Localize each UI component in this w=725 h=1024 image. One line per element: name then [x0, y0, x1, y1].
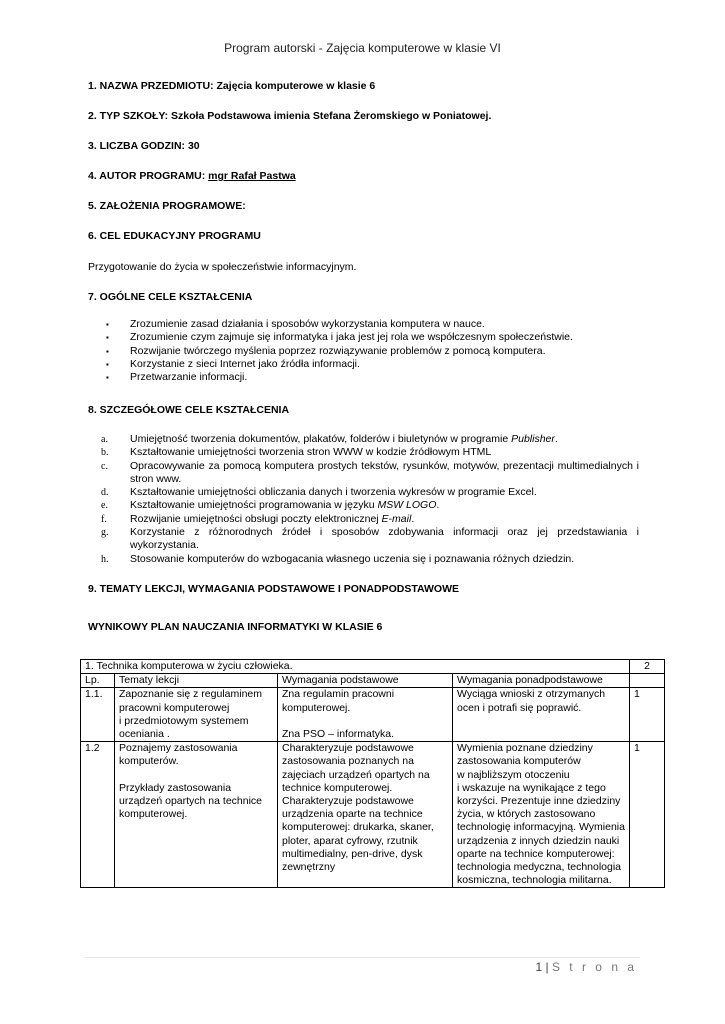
list-item: ▪ Przetwarzanie informacji.: [106, 371, 248, 384]
plan-title: WYNIKOWY PLAN NAUCZANIA INFORMATYKI W KLASIE 6: [88, 621, 383, 633]
list-item: d. Kształtowanie umiejętności obliczania danych i tworzenia wykresów w programie Excel.: [101, 486, 537, 499]
section-7-heading: 7. OGÓLNE CELE KSZTAŁCENIA: [88, 291, 253, 303]
list-item: a. Umiejętność tworzenia dokumentów, plakatów, folderów i biuletynów w programie Publisher.: [101, 433, 558, 445]
lesson-plan-table: [80, 659, 665, 888]
section-9-heading: 9. TEMATY LEKCJI, WYMAGANIA PODSTAWOWE I PONADPODSTAWOWE: [88, 583, 460, 595]
general-goals-list: [88, 318, 643, 384]
section-4-label: 4. AUTOR PROGRAMU:: [88, 170, 209, 182]
cell-hours: 1: [630, 742, 665, 888]
bullet-icon: ▪: [106, 320, 109, 329]
list-item: b. Kształtowanie umiejętności tworzenia stron WWW w kodzie źródłowym HTML: [101, 446, 492, 459]
table-section-hours: 2: [630, 660, 665, 674]
list-item: c. Opracowywanie za pomocą komputera prostych tekstów, rysunków, motywów, prezentacji multimedialnych i stron www.: [101, 459, 639, 485]
page-footer: [535, 960, 637, 974]
column-header-basic: Wymagania podstawowe: [278, 674, 453, 688]
section-4-heading: [88, 170, 296, 182]
footer-divider: [85, 957, 640, 958]
cell-basic: Zna regulamin pracowni komputerowej. Zna PSO – informatyka.: [278, 688, 453, 742]
cell-advanced: Wymienia poznane dziedziny zastosowania komputerów w najbliższym otoczeniu i wskazuje na wynikające z tego korzyści. Prezentuje inne dziedziny życia, w których zastosowano technologię informacyjną. Wymienia urządzenia z innych dziedzin nauki oparte na technice komputerowej: technologia medyczna, technologia kosmiczna, technologia militarna.: [453, 742, 630, 888]
list-item: ▪ Zrozumienie zasad działania i sposobów wykorzystania komputera w nauce.: [106, 318, 485, 330]
cell-topic: Zapoznanie się z regulaminem pracowni komputerowej i przedmiotowym systemem oceniania .: [115, 688, 278, 742]
table-section-row: [81, 660, 665, 674]
column-header-hours: [630, 674, 665, 688]
column-header-lp: Lp.: [81, 674, 115, 688]
table-row: [81, 688, 665, 742]
cell-lp: 1.1.: [81, 688, 115, 742]
footer-separator: |: [542, 960, 552, 974]
section-5-heading: 5. ZAŁOŻENIA PROGRAMOWE:: [88, 200, 246, 212]
bullet-icon: ▪: [106, 359, 109, 369]
column-header-topic: Tematy lekcji: [115, 674, 278, 688]
table-row: [81, 742, 665, 888]
cell-topic: Poznajemy zastosowania komputerów. Przykłady zastosowania urządzeń opartych na technice komputerowej.: [115, 742, 278, 888]
section-6-heading: 6. CEL EDUKACYJNY PROGRAMU: [88, 230, 261, 242]
cell-basic: Charakteryzuje podstawowe zastosowania poznanych na zajęciach urządzeń opartych na technice komputerowej. Charakteryzuje podstawowe urządzenia oparte na technice komputerowej: drukarka, skaner, ploter, aparat cyfrowy, rzutnik multimedialny, pen-drive, dysk zewnętrzny: [278, 742, 453, 888]
section-6-text: Przygotowanie do życia w społeczeństwie informacyjnym.: [88, 261, 357, 273]
section-2-heading: 2. TYP SZKOŁY: Szkoła Podstawowa imienia Stefana Żeromskiego w Poniatowej.: [88, 110, 492, 122]
section-3-heading: 3. LICZBA GODZIN: 30: [88, 140, 200, 152]
list-item: e. Kształtowanie umiejętności programowania w języku MSW LOGO.: [101, 499, 440, 512]
cell-advanced: Wyciąga wnioski z otrzymanych ocen i potrafi się poprawić.: [453, 688, 630, 742]
list-item: h. Stosowanie komputerów do wzbogacania własnego uczenia się i poznawania różnych dziedzin.: [101, 552, 575, 565]
bullet-icon: ▪: [106, 373, 109, 383]
list-item: f. Rozwijanie umiejętności obsługi poczty elektronicznej E-mail.: [101, 512, 415, 525]
list-item: ▪ Rozwijanie twórczego myślenia poprzez rozwiązywanie problemów z pomocą komputera.: [106, 344, 546, 357]
bullet-icon: ▪: [106, 346, 109, 356]
section-8-heading: 8. SZCZEGÓŁOWE CELE KSZTAŁCENIA: [88, 404, 290, 416]
footer-label: S t r o n a: [551, 960, 637, 974]
detailed-goals-list: [88, 433, 639, 566]
page-number: 1: [535, 960, 543, 974]
table-header-row: [81, 674, 665, 688]
table-section-title: 1. Technika komputerowa w życiu człowieka.: [81, 660, 630, 674]
list-item: ▪ Korzystanie z sieci Internet jako źródła informacji.: [106, 357, 360, 370]
column-header-advanced: Wymagania ponadpodstawowe: [453, 674, 630, 688]
page-header-title: Program autorski - Zajęcia komputerowe w klasie VI: [224, 41, 501, 55]
list-item: g. Korzystanie z różnorodnych źródeł i sposobów zdobywania informacji oraz jej przedstawiania i wykorzystania.: [101, 526, 639, 552]
author-name: mgr Rafał Pastwa: [208, 170, 296, 182]
list-item: ▪ Zrozumienie czym zajmuje się informatyka i jaka jest jej rola we współczesnym społeczeństwie.: [106, 331, 573, 344]
cell-hours: 1: [630, 688, 665, 742]
bullet-icon: ▪: [106, 333, 109, 343]
cell-lp: 1.2: [81, 742, 115, 888]
section-1-heading: 1. NAZWA PRZEDMIOTU: Zajęcia komputerowe w klasie 6: [88, 80, 376, 92]
